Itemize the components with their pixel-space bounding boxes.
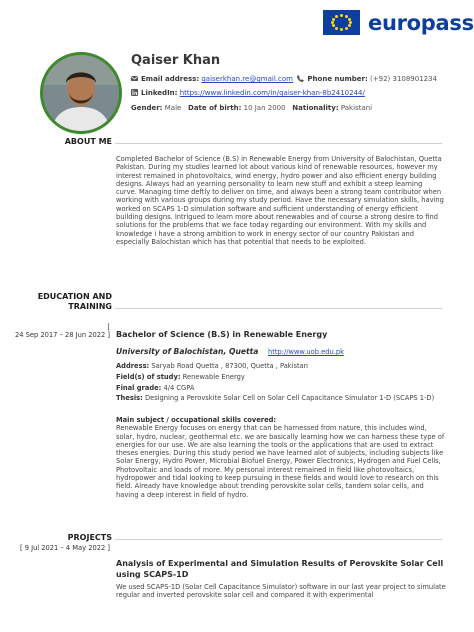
linkedin-link[interactable]: https://www.linkedin.com/in/qaiser-khan-8b2410244/: [179, 89, 365, 97]
linkedin-icon: [131, 89, 138, 96]
education-divider: [115, 308, 442, 309]
field-label: Field(s) of study:: [116, 373, 181, 381]
grade-row: [116, 384, 446, 392]
institution-name: University of Balochistan, Quetta: [116, 347, 259, 356]
linkedin-line: [131, 89, 365, 97]
field-of-study-row: [116, 373, 446, 381]
about-divider: [115, 143, 442, 144]
linkedin-label: LinkedIn:: [141, 89, 178, 97]
gender-label: Gender:: [131, 104, 163, 112]
phone-label: Phone number:: [307, 75, 368, 83]
europass-logo: [323, 10, 474, 35]
education-date-bracket: [: [107, 323, 110, 331]
dob-label: Date of birth:: [188, 104, 242, 112]
address-label: Address:: [116, 362, 150, 370]
project-text: We used SCAPS-1D (Solar Cell Capacitance Simulator) software in our last year project to simulate regular and inverted perovskite solar cell and compared it with experimental: [116, 583, 446, 600]
avatar: [43, 55, 119, 131]
thesis-label: Thesis:: [116, 394, 143, 402]
grade-label: Final grade:: [116, 384, 162, 392]
about-text: Completed Bachelor of Science (B.S) in Renewable Energy from University of Balochistan, Quetta Pakistan. During my studies learned lot about various kind of renewable resources, however my interest remained in photovoltaics, wind energy, hydro power and also efficient energy building designs. Always had an yearning personality to learn new stuff and exhibit a steep learning curve. Managing time deftly to deliver on time, and always been a strong team contributor when working with various groups during my study period. Have the necessary simulation skills, having worked on SCAPS 1-D simulation software and sufficient understanding of energy efficient building designs. Intrigued to learn more about renewables and of course a strong desire to find solutions for the problems that we face today regarding our environment. With my skills and knowledge i have a strong ambition to work in energy sector of our country Pakistan and especially Balochistan which has that potential that needs to be exploited.: [116, 155, 444, 246]
phone-value: (+92) 3108901234: [370, 75, 438, 83]
education-date: 24 Sep 2017 – 28 Jun 2022 ]: [15, 331, 110, 339]
thesis-row: [116, 394, 446, 402]
degree-title: Bachelor of Science (B.S) in Renewable Energy: [116, 330, 328, 339]
subject-row: [116, 416, 446, 499]
phone-icon: [297, 75, 304, 82]
full-name: Qaiser Khan: [131, 53, 221, 68]
projects-section-title: PROJECTS: [67, 533, 112, 542]
nationality-value: Pakistani: [340, 104, 373, 112]
about-section-title: ABOUT ME: [64, 137, 112, 146]
dob-value: 10 Jan 2000: [243, 104, 286, 112]
subject-label: Main subject / occupational skills covered:: [116, 416, 277, 424]
contact-line: [131, 75, 437, 83]
subject-text: Renewable Energy focuses on energy that can be harnessed from nature, this includes wind, solar, hydro, nuclear, geothermal etc. we are basically learning how we can harness these type of energies for our use. We are also learning the tools or the applications that are used to extract theses energies. During this study period we have learned alot of subjects, including subjects like Solar Energy, Hydro Power, Microbial Biofuel Energy, Power Electronics, Hydrogen and Fuel Cells, Photovoltaic and loads of more. My personal interest remained in field like photovoltaics, hydropower and tidal looking to keep pursuing in these fields and would love to research on this field. Already have knowledge about trending perovskite solar cells, tandem solar cells, and having a deep interest in field of hydro.: [116, 424, 445, 499]
field-value: Renewable Energy: [182, 373, 245, 381]
email-link[interactable]: qaiserkhan.re@gmail.com: [201, 75, 293, 83]
education-section-title: [0, 292, 112, 312]
project-title: Analysis of Experimental and Simulation Results of Perovskite Solar Cell using SCAPS-1D: [116, 559, 444, 579]
institution-website-link[interactable]: http://www.uob.edu.pk: [268, 348, 344, 356]
thesis-value: Designing a Perovskite Solar Cell on Solar Cell Capacitance Simulator 1-D (SCAPS 1-D): [144, 394, 435, 402]
gender-value: Male: [164, 104, 182, 112]
profile-photo: [40, 52, 122, 134]
address-row: [116, 362, 446, 370]
email-icon: [131, 75, 138, 82]
eu-flag-icon: [323, 10, 360, 35]
grade-value: 4/4 CGPA: [163, 384, 195, 392]
education-title-line2: TRAINING: [68, 302, 112, 311]
education-title-line1: EDUCATION AND: [37, 292, 112, 301]
project-date: [ 9 Jul 2021 – 4 May 2022 ]: [19, 544, 110, 552]
projects-divider: [115, 539, 442, 540]
nationality-label: Nationality:: [292, 104, 339, 112]
email-label: Email address:: [141, 75, 200, 83]
personal-info-line: [131, 104, 372, 112]
address-value: Saryab Road Quetta , 87300, Quetta , Pakistan: [151, 362, 308, 370]
logo-text: europass: [368, 10, 474, 35]
